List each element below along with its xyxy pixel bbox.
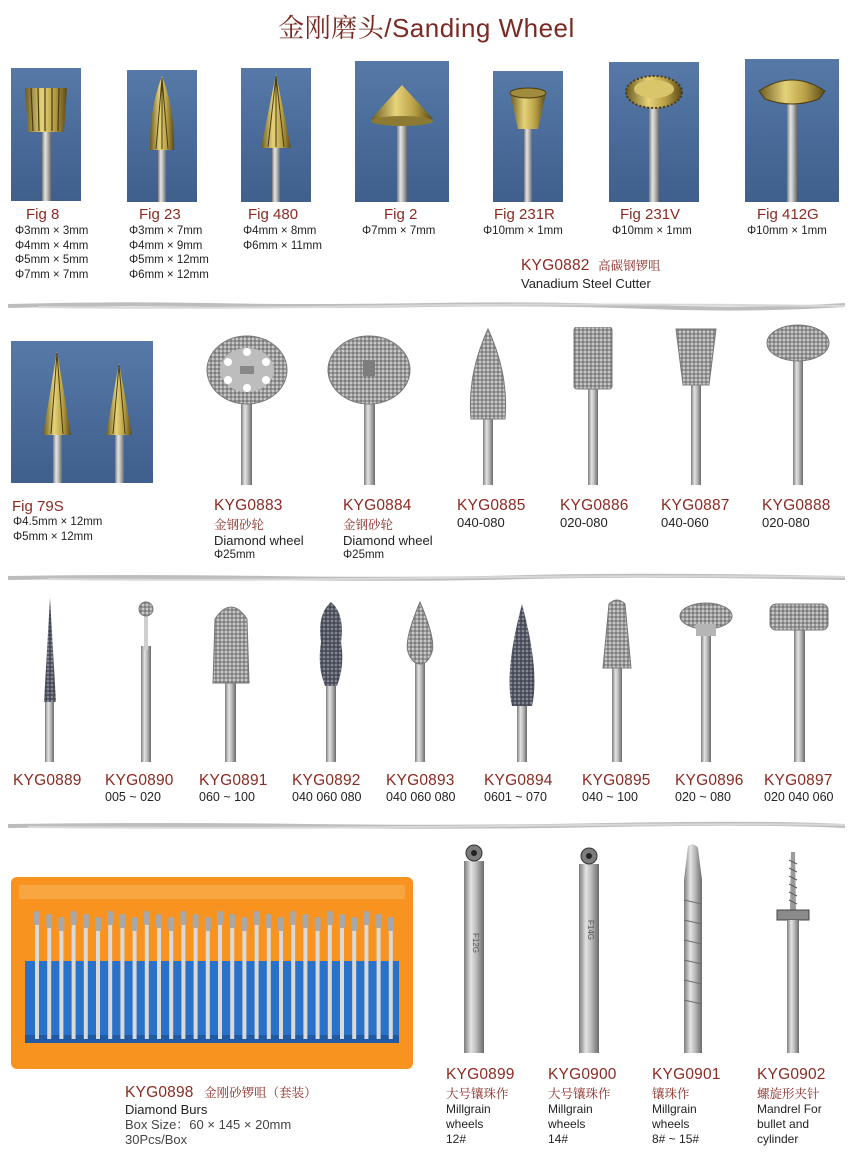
product-name-en: wheels: [446, 1117, 484, 1131]
bur-head: [241, 917, 247, 931]
bur-shank: [206, 921, 210, 1039]
product-spec: 020-080: [560, 515, 608, 530]
bur-shank: [364, 921, 368, 1039]
product-name-cn: 高碳钢锣咀: [598, 259, 661, 273]
product-spec: 040 060 080: [386, 790, 456, 804]
kyg0885-photo: [463, 325, 513, 485]
product-code: KYG0896: [675, 772, 744, 789]
spec-line: Φ5mm × 5mm: [15, 254, 89, 267]
spec-line: Φ6mm × 12mm: [129, 268, 209, 281]
product-code: KYG0892: [292, 772, 361, 789]
fig79s-photo: [11, 341, 153, 483]
section-divider: [8, 821, 845, 831]
product-name-cn: 大号镶珠作: [446, 1087, 509, 1101]
bur-shank: [328, 921, 332, 1039]
fig231r-label: Fig 231R: [494, 206, 555, 223]
bur-head: [339, 914, 345, 928]
product-name-en: Vanadium Steel Cutter: [521, 276, 651, 291]
bur-shank: [279, 921, 283, 1039]
spec-line: Φ7mm × 7mm: [15, 268, 89, 281]
bur-head: [266, 914, 272, 928]
product-spec: 040 ~ 100: [582, 790, 638, 804]
bur-shank: [108, 921, 112, 1039]
fig79s-label: Fig 79S: [12, 498, 64, 515]
product-name-cn: 螺旋形夹针: [757, 1087, 820, 1101]
product-code: KYG0897: [764, 772, 833, 789]
product-name-cn: 金刚砂锣咀（套装）: [204, 1086, 317, 1100]
product-code: KYG0900: [548, 1066, 617, 1083]
bur-head: [229, 914, 235, 928]
bur-head: [46, 914, 52, 928]
section-divider: [8, 573, 845, 583]
product-name-cn: 镶珠作: [652, 1087, 690, 1101]
kyg0889-code: KYG0889: [13, 772, 82, 789]
bur-shank: [340, 921, 344, 1039]
product-name-cn: 金钢砂轮: [343, 518, 394, 532]
bur-head: [302, 914, 308, 928]
product-name-en: cylinder: [757, 1132, 799, 1146]
product-code: KYG0901: [652, 1066, 721, 1083]
fig-label: Fig 8: [26, 206, 60, 223]
bur-head: [205, 917, 211, 931]
bur-shank: [35, 921, 39, 1039]
spec-line: Φ4mm × 9mm: [129, 239, 203, 252]
product-name-en: Mandrel For: [757, 1102, 822, 1116]
bur-head: [363, 911, 369, 925]
bur-shank: [59, 921, 63, 1039]
bur-head: [107, 911, 113, 925]
bur-head: [83, 914, 89, 928]
kyg0889-photo: [35, 596, 65, 762]
product-spec: 040-080: [457, 515, 505, 530]
bur-shank: [157, 921, 161, 1039]
fig480-label: Fig 480: [248, 206, 299, 223]
product-code: KYG0888: [762, 497, 831, 514]
product-spec: 020 040 060: [764, 790, 834, 804]
kyg0898-caption: [125, 1083, 317, 1147]
kyg0888-caption: [762, 497, 831, 530]
section-divider: [8, 301, 845, 311]
kyg0891-caption: [199, 772, 268, 805]
kyg0901-caption: [652, 1066, 721, 1147]
kyg0892-photo: [311, 600, 351, 762]
spec-line: Φ5mm × 12mm: [129, 254, 209, 267]
kyg0890-caption: [105, 772, 174, 805]
bur-shank: [133, 921, 137, 1039]
product-code: KYG0893: [386, 772, 455, 789]
bur-shank: [242, 921, 246, 1039]
kyg0886-caption: [560, 497, 629, 530]
bur-head: [376, 914, 382, 928]
product-spec: 005 ~ 020: [105, 790, 161, 804]
product-spec: 0601 ~ 070: [484, 790, 547, 804]
bur-head: [156, 914, 162, 928]
bur-shank: [303, 921, 307, 1039]
bur-shank: [194, 921, 198, 1039]
product-spec: 040 060 080: [292, 790, 362, 804]
kyg0897-caption: [764, 772, 834, 805]
product-spec: Φ25mm: [343, 549, 385, 561]
bur-head: [193, 914, 199, 928]
bur-shank: [84, 921, 88, 1039]
bur-shank: [377, 921, 381, 1039]
kyg0899-caption: [446, 1066, 515, 1147]
product-code: KYG0887: [661, 497, 730, 514]
product-code: KYG0902: [757, 1066, 826, 1083]
bur-shank: [291, 921, 295, 1039]
bur-head: [71, 911, 77, 925]
product-code: KYG0894: [484, 772, 553, 789]
kyg0891-photo: [205, 599, 257, 762]
fig480-photo: [241, 68, 311, 202]
bur-shank: [267, 921, 271, 1039]
product-code: KYG0891: [199, 772, 268, 789]
kyg0884-caption: [343, 497, 433, 563]
fig23-photo: [127, 70, 197, 202]
fig2-label: Fig 2: [384, 206, 418, 223]
fig480-specs: [243, 224, 322, 253]
product-spec: 020 ~ 080: [675, 790, 731, 804]
kyg0894-photo: [502, 602, 542, 762]
bur-head: [388, 917, 394, 931]
bur-head: [58, 917, 64, 931]
product-code: KYG0895: [582, 772, 651, 789]
product-name-cn: 金钢砂轮: [214, 518, 265, 532]
bur-shank: [120, 921, 124, 1039]
bur-head: [95, 917, 101, 931]
bur-shank: [255, 921, 259, 1039]
product-code: KYG0884: [343, 497, 412, 514]
product-code: KYG0883: [214, 497, 283, 514]
bur-head: [327, 911, 333, 925]
fig8-caption: [26, 206, 59, 223]
fig2-spec: Φ7mm × 7mm: [362, 225, 436, 237]
fig412g-spec: Φ10mm × 1mm: [747, 225, 827, 237]
box-count: 30Pcs/Box: [125, 1132, 188, 1147]
kyg0900-caption: [548, 1066, 617, 1147]
fig2-photo: [355, 61, 449, 202]
product-spec: 8# ~ 15#: [652, 1132, 700, 1146]
fig412g-photo: [745, 59, 839, 202]
bur-shank: [96, 921, 100, 1039]
product-code: KYG0890: [105, 772, 174, 789]
product-name-en: bullet and: [757, 1117, 810, 1131]
product-name-en: Millgrain: [548, 1102, 593, 1116]
kyg0884-photo: [322, 330, 417, 485]
kyg0897-photo: [768, 600, 830, 762]
product-name-en: Diamond Burs: [125, 1102, 208, 1117]
fig231v-photo: [609, 62, 699, 202]
product-name-en: Diamond wheel: [214, 533, 304, 548]
kyg0887-caption: [661, 497, 730, 530]
kyg0893-caption: [386, 772, 456, 805]
shank-mark: F12G: [471, 933, 480, 954]
kyg0886-photo: [568, 327, 618, 485]
fig23-label: Fig 23: [139, 206, 181, 223]
product-code: KYG0899: [446, 1066, 515, 1083]
fig8-photo: [11, 68, 81, 201]
bur-head: [34, 911, 40, 925]
product-spec: 060 ~ 100: [199, 790, 255, 804]
fig8-specs: [15, 224, 88, 282]
bur-shank: [352, 921, 356, 1039]
product-spec: 14#: [548, 1132, 569, 1146]
bur-shank: [316, 921, 320, 1039]
product-code: KYG0898: [125, 1084, 194, 1101]
product-name-en: Millgrain: [652, 1102, 697, 1116]
kyg0901-photo: [674, 840, 714, 1053]
bur-head: [254, 911, 260, 925]
spec-line: Φ3mm × 3mm: [15, 225, 89, 237]
kyg0895-caption: [582, 772, 651, 805]
product-name-en: wheels: [652, 1117, 690, 1131]
spec-line: Φ4mm × 8mm: [243, 225, 317, 237]
kyg0896-photo: [678, 602, 734, 762]
fig79s-specs: [13, 515, 102, 544]
bur-shank: [230, 921, 234, 1039]
fig23-specs: [129, 224, 209, 282]
kyg0887-photo: [671, 327, 721, 485]
kyg0900-photo: [571, 846, 611, 1053]
spec-line: Φ6mm × 11mm: [243, 239, 322, 252]
bur-head: [351, 917, 357, 931]
product-spec: 12#: [446, 1132, 467, 1146]
page-title: 金刚磨头/Sanding Wheel: [278, 13, 575, 43]
product-name-en: Diamond wheel: [343, 533, 433, 548]
product-code: KYG0882: [521, 257, 590, 274]
kyg0888-photo: [763, 323, 833, 485]
bur-shank: [47, 921, 51, 1039]
kyg0895-photo: [597, 598, 637, 762]
kyg0898-box-photo: [11, 877, 413, 1069]
box-size: Box Size：60 × 145 × 20mm: [125, 1117, 292, 1132]
kyg0883-caption: [214, 497, 304, 563]
product-code: KYG0886: [560, 497, 629, 514]
kyg0899-photo: [456, 843, 496, 1053]
bur-shank: [218, 921, 222, 1039]
spec-line: Φ5mm × 12mm: [13, 530, 93, 543]
kyg0882-caption: [521, 256, 661, 291]
fig231r-photo: [493, 71, 563, 202]
kyg0902-caption: [757, 1066, 826, 1147]
bur-shank: [389, 921, 393, 1039]
product-name-cn: 大号镶珠作: [548, 1087, 611, 1101]
spec-line: Φ4mm × 4mm: [15, 239, 89, 252]
bur-shank: [145, 921, 149, 1039]
bur-head: [315, 917, 321, 931]
bur-head: [144, 911, 150, 925]
bur-head: [119, 914, 125, 928]
bur-shank: [169, 921, 173, 1039]
bur-head: [217, 911, 223, 925]
kyg0883-photo: [200, 330, 295, 485]
product-spec: 020-080: [762, 515, 810, 530]
spec-line: Φ3mm × 7mm: [129, 225, 203, 237]
fig412g-label: Fig 412G: [757, 206, 819, 223]
bur-head: [168, 917, 174, 931]
bur-shank: [181, 921, 185, 1039]
product-spec: Φ25mm: [214, 549, 256, 561]
bur-head: [290, 911, 296, 925]
bur-head: [180, 911, 186, 925]
bur-head: [278, 917, 284, 931]
fig231v-spec: Φ10mm × 1mm: [612, 225, 692, 237]
product-spec: 040-060: [661, 515, 709, 530]
kyg0896-caption: [675, 772, 744, 805]
product-name-en: wheels: [548, 1117, 586, 1131]
fig231r-spec: Φ10mm × 1mm: [483, 225, 563, 237]
kyg0892-caption: [292, 772, 362, 805]
product-code: KYG0885: [457, 497, 526, 514]
kyg0902-photo: [773, 850, 813, 1053]
kyg0885-caption: [457, 497, 526, 530]
shank-mark: F14G: [586, 920, 595, 941]
spec-line: Φ4.5mm × 12mm: [13, 516, 103, 528]
kyg0894-caption: [484, 772, 553, 805]
product-name-en: Millgrain: [446, 1102, 491, 1116]
kyg0893-photo: [400, 600, 440, 762]
fig231v-label: Fig 231V: [620, 206, 681, 223]
kyg0890-photo: [126, 600, 166, 762]
bur-head: [132, 917, 138, 931]
bur-shank: [72, 921, 76, 1039]
